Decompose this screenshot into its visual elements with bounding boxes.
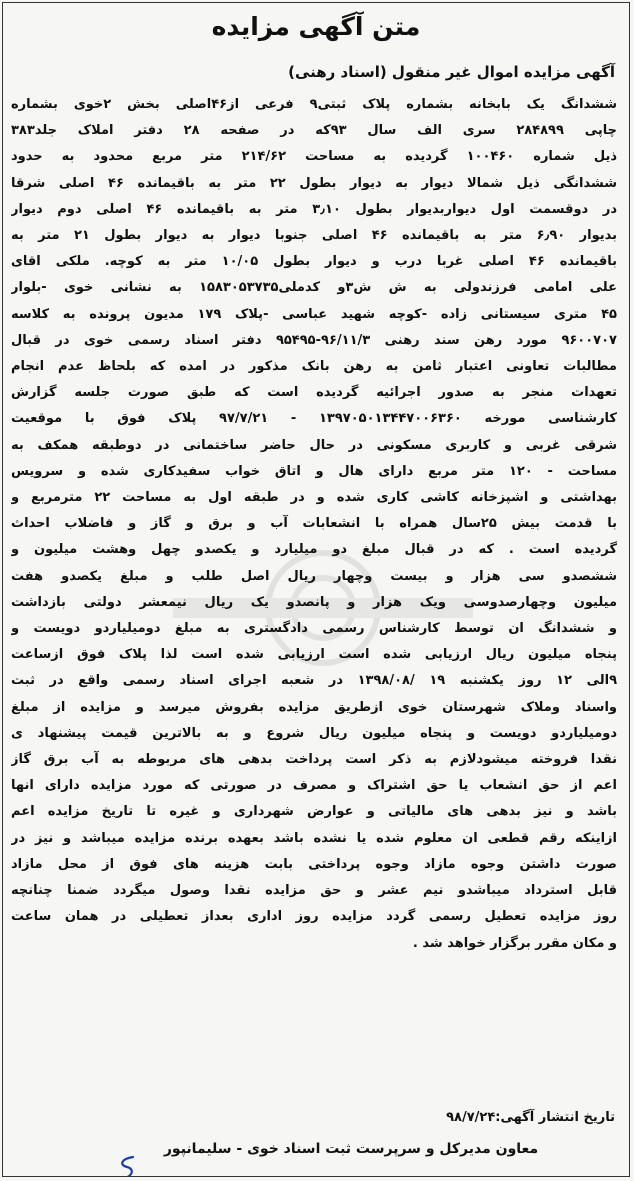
handwritten-signature-mark	[113, 1153, 143, 1177]
notice-line: ۹الی ۱۲ روز یکشنبه ۱۹ /۱۳۹۸/۰۸ در شعبه اجرای اسناد رسمی واقع در ثبت	[11, 673, 617, 689]
notice-line: چاپی ۲۸۴۸۹۹ سری الف سال ۹۳که در صفحه ۲۸ دفتر املاک جلد۳۸۳	[11, 123, 617, 139]
publication-date: تاریخ انتشار آگهی:۹۸/۷/۲۴	[446, 1110, 615, 1125]
notice-line: و مکان مقرر برگزار خواهد شد .	[412, 935, 617, 951]
notice-line: با قدمت بیش ۲۵سال همراه با انشعابات آب و برق و گاز و فاضلاب احداث	[11, 516, 617, 532]
notice-subtitle: آگهی مزایده اموال غیر منقول (اسناد رهنی)	[288, 63, 615, 81]
notice-line: بهداشتی و اشپزخانه کاشی کاری شده و در طبقه اول به مساحت ۲۲ مترمربع و	[11, 490, 617, 506]
notice-frame	[2, 2, 630, 1177]
notice-line: اعم از حق انشعاب یا حق اشتراک و مصرف در صورتی که مورد مزایده دارای انها	[11, 778, 617, 794]
notice-line: ششصدو سی هزار و بیست وچهار ریال اصل طلب و مبلغ یکصدو هفت	[11, 568, 617, 584]
notice-line: پنجاه میلیون ریال ارزیابی شده است ارزیابی شده است لذا پلاک فوق ازساعت	[11, 647, 617, 663]
notice-line: علی امامی فرزندولی به ش ش۳و کدملی۱۵۸۳۰۵۳۷۳۵ به نشانی خوی -بلوار	[11, 280, 617, 296]
notice-line: مطالبات تعاونی اعتبار ثامن به رهن بانک مذکور در امده که بلحاظ عدم انجام	[11, 359, 617, 375]
notice-line: شرقی غربی و کاربری مسکونی در حال حاضر ساختمانی در دوطبقه همکف به	[11, 437, 617, 453]
notice-line: باشد و نیز بدهی های مالیاتی و عوارض شهرداری و غیره تا تاریخ مزایده اعم	[11, 804, 617, 820]
notice-line: ششدانگ یک بابخانه بشماره پلاک ثبتی۹ فرعی از۴۶اصلی بخش ۲خوی بشماره	[11, 97, 617, 112]
notice-line: دومیلیاردو دویست و پنجاه میلیون ریال شروع و به بالاترین قیمت پیشنهاد ی	[11, 725, 617, 741]
notice-line: صورت داشتن وجوه مازاد وجوه پرداختی بابت هزینه های فوق از محل مازاد	[11, 856, 617, 872]
notice-line: ۹۶۰۰۷۰۷ مورد رهن سند رهنی ۹۶/۱۱/۳-۹۵۴۹۵ دفتر اسناد رسمی خوی در قبال	[11, 332, 617, 348]
notice-line: تعهدات منجر به صدور اجرائیه گردیده است که طبق صورت جلسه گزارش	[11, 385, 617, 401]
notice-line: روز مزایده تعطیل رسمی گردد مزایده روز اداری بعداز تعطیلی در همان ساعت	[11, 909, 617, 925]
notice-line: ذیل شماره ۱۰۰۴۶۰ گردیده به مساحت ۲۱۴/۶۲ متر مربع محدود به حدود	[11, 149, 617, 165]
notice-line: باقیمانده ۴۶ اصلی غربا درب و دیوار بطول ۱۰/۰۵ متر به کوچه. ملکی اقای	[11, 254, 617, 270]
notice-line: گردیده است . که در قبال مبلغ دو میلیارد و یکصدو چهل وهشت میلیون و	[11, 542, 617, 558]
notice-line: ششدانگی ذیل شمالا دیوار به دیوار بطول ۲۲ متر به باقیمانده ۴۶ اصلی شرقا	[11, 175, 617, 191]
notice-line: ازاینکه رقم قطعی ان معلوم شده یا نشده باشد بعهده برنده مزایده میباشد و نیز در	[11, 830, 617, 846]
notice-line: نقدا فروخته میشودلازم به ذکر است پرداخت بدهی های مربوطه به آب برق گاز	[11, 752, 617, 768]
notice-line: در دوقسمت اول دیواربدیوار بطول ۳٫۱۰ متر به باقیمانده ۴۶ اصلی دوم دیوار	[11, 201, 617, 217]
notice-line: میلیون وچهارصدوسی ویک هزار و پانصدو یک ریال نیمعشر دولتی بازداشت	[11, 594, 617, 610]
notice-line: بدیوار ۶٫۹۰ متر به باقیمانده ۴۶ اصلی جنوبا دیوار به دیوار بطول ۲۱ متر به	[11, 228, 617, 244]
notice-body	[11, 92, 617, 957]
signature-line: معاون مدیرکل و سرپرست ثبت اسناد خوی - سلیمانپور	[163, 1141, 539, 1157]
notice-line: واسناد وملاک شهرستان خوی ازطریق مزایده بفروش میرسد و مزایده از مبلغ	[11, 699, 617, 715]
notice-title: متن آگهی مزایده	[211, 12, 421, 41]
notice-line: مساحت - ۱۲۰ متر مربع دارای هال و اتاق خواب سفیدکاری شده و سرویس	[11, 463, 617, 479]
notice-line: و ششدانگ ان توسط کارشناس رسمی دادگستری به مبلغ دومیلیاردو دویست و	[11, 621, 617, 637]
notice-line: ۴۵ متری سیستانی زاده -کوچه شهید عباسی -پلاک ۱۷۹ مدیون پرونده به کلاسه	[11, 306, 617, 322]
notice-line: قابل استرداد میباشدو نیم عشر و حق مزایده نقدا وصول میگردد ضمنا چنانچه	[11, 883, 617, 899]
notice-line: کارشناسی مورخه ۱۳۹۷۰۵۰۱۳۴۴۷۰۰۶۳۶۰ - ۹۷/۷/۲۱ پلاک فوق با موقعیت	[11, 411, 617, 427]
